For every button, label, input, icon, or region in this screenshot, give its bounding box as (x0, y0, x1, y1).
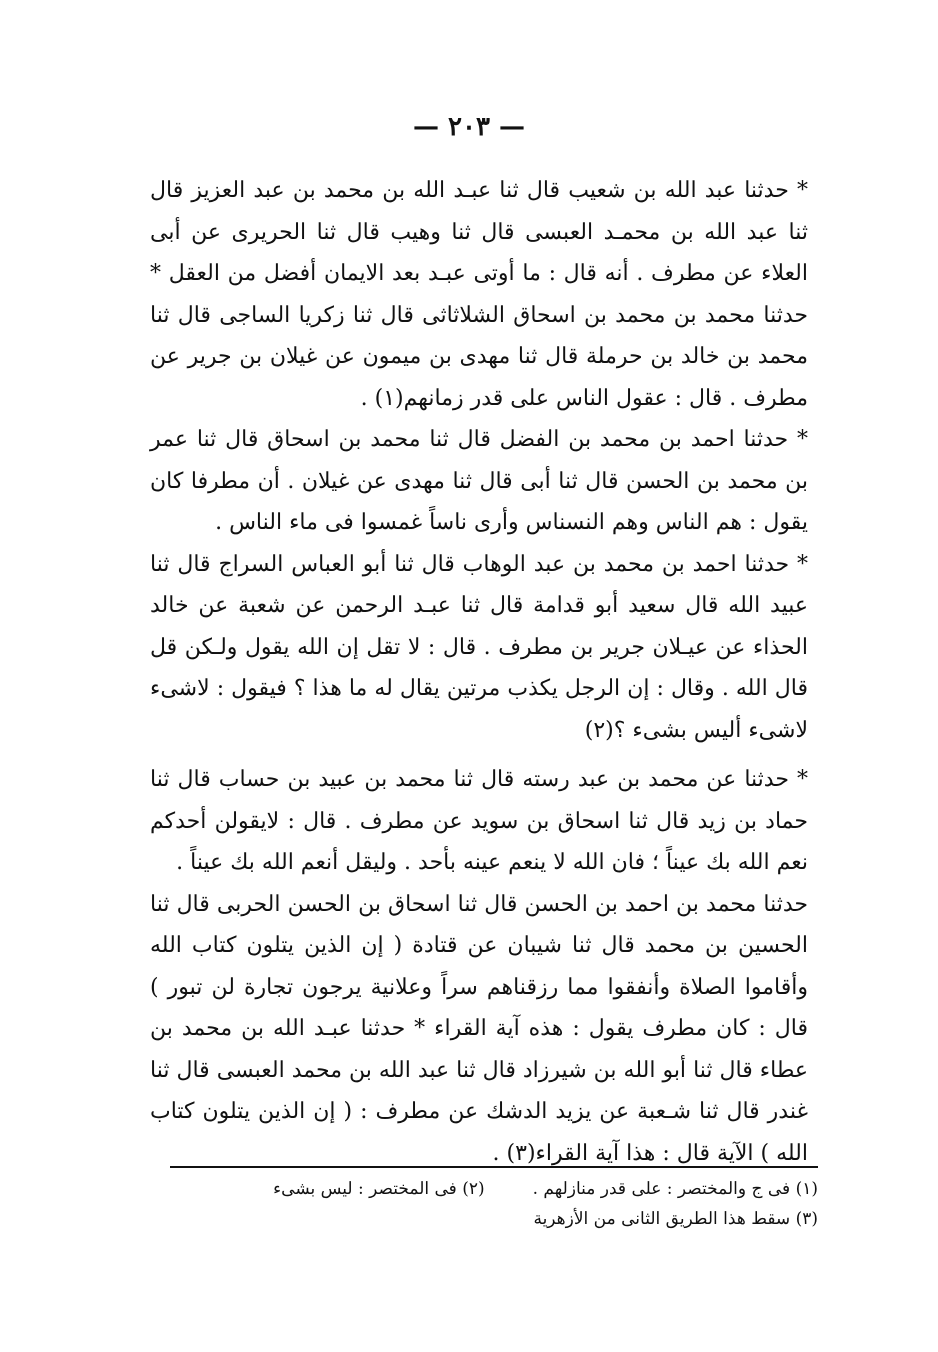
body-text (150, 170, 808, 1174)
paragraph-4: * حدثنا عن محمد بن عبد رسته قال ثنا محمد بن عبيد بن حساب قال ثنا حماد بن زيد قال ثنا اسحاق بن سويد عن مطرف . قال : لايقولن أحدكم نعم الله بك عيناً ؛ فان الله لا ينعم عينه بأحد . وليقل أنعم الله بك عيناً . (150, 767, 808, 875)
footnote-1: (١) فى ج والمختصر : على قدر منازلهم . (532, 1179, 818, 1199)
paragraph-2: * حدثنا احمد بن محمد بن الفضل قال ثنا محمد بن اسحاق قال ثنا عمر بن محمد بن الحسن قال ثنا أبى قال ثنا مهدى عن غيلان . أن مطرفا كان يقول : هم الناس وهم النسناس وأرى ناساً غمسوا فى ماء الناس . (150, 427, 808, 535)
footnote-2: (٢) فى المختصر : ليس بشىء (273, 1179, 485, 1199)
footnotes (170, 1174, 818, 1234)
paragraph-3: * حدثنا احمد بن محمد بن عبد الوهاب قال ثنا أبو العباس السراج قال ثنا عبيد الله قال سعيد أبو قدامة قال ثنا عبـد الرحمن عن شعبة عن خالد الحذاء عن عيـلان جرير بن مطرف . قال : لا تقل إن الله يقول ولـكن قل قال الله . وقال : إن الرجل يكذب مرتين يقال له ما هذا ؟ فيقول : لاشىء لاشىء أليس بشىء ؟(٢) (150, 551, 808, 743)
paragraph-1: * حدثنا عبد الله بن شعيب قال ثنا عبـد الله بن محمد بن عبد العزيز قال ثنا عبد الله بن محمـد العبسى قال ثنا وهيب قال ثنا الحريرى عن أبى العلاء عن مطرف . أنه قال : ما أوتى عبـد بعد الايمان أفضل من العقل * حدثنا محمد بن محمد بن اسحاق الشلاثاثى قال ثنا زكريا الساجى قال ثنا محمد بن خالد بن حرملة قال ثنا مهدى بن ميمون عن غيلان بن جرير عن مطرف . قال : عقول الناس على قدر زمانهم(١) . (150, 178, 808, 411)
paragraph-5: حدثنا محمد بن احمد بن الحسن قال ثنا اسحاق بن الحسن الحربى قال ثنا الحسين بن محمد قال ثنا شيبان عن قتادة ( إن الذين يتلون كتاب الله وأقاموا الصلاة وأنفقوا مما رزقناهم سراً وعلانية يرجون تجارة لن تبور ) قال : كان مطرف يقول : هذه آية القراء * حدثنا عبـد الله بن محمد بن عطاء قال ثنا أبو الله بن شيرزاد قال ثنا عبد الله بن محمد العبسى قال ثنا غندر قال ثنا شـعبة عن يزيد الدشك عن مطرف : ( إن الذين يتلون كتاب الله ) الآية قال : هذا آية القراء(٣) . (150, 891, 809, 1166)
footnote-divider (170, 1166, 818, 1168)
footnote-3: (٣) سقط هذا الطريق الثانى من الأزهرية (533, 1209, 818, 1229)
page-number: — ٢٠٣ — (412, 112, 526, 142)
footnote-row (170, 1174, 818, 1204)
